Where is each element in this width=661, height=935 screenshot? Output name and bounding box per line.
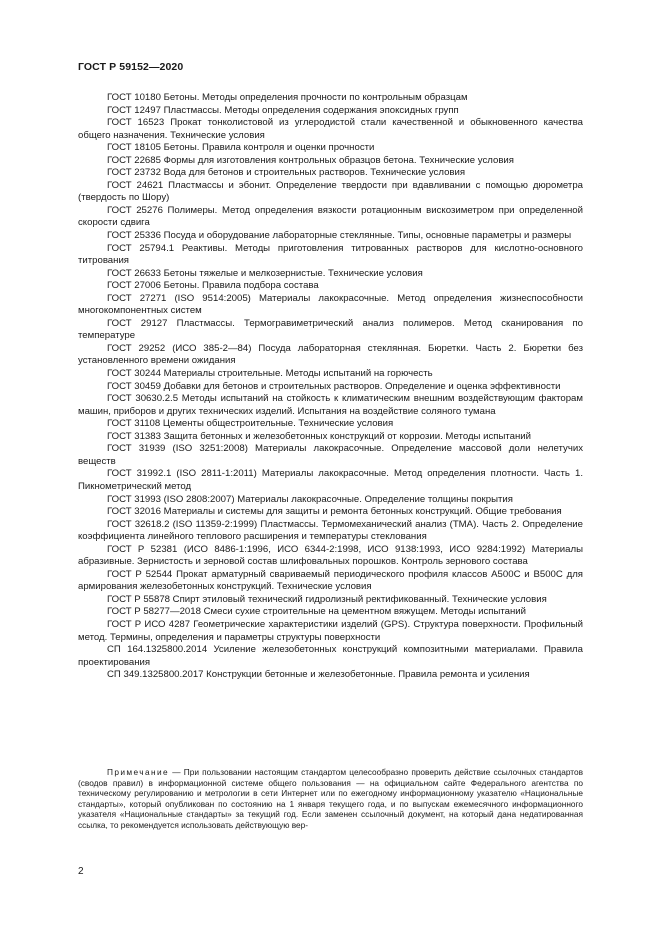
reference-item: ГОСТ 29127 Пластмассы. Термогравиметрический анализ полимеров. Метод сканирования по температуре: [78, 317, 583, 342]
note-paragraph: [78, 767, 583, 831]
note-label: Примечание: [107, 767, 170, 777]
reference-item: ГОСТ 10180 Бетоны. Методы определения прочности по контрольным образцам: [107, 92, 468, 103]
reference-item: ГОСТ 32618.2 (ISO 11359-2:1999) Пластмассы. Термомеханический анализ (ТМА). Часть 2. Определение коэффициента линейного теплового расширения и температуры стеклования: [78, 518, 583, 543]
note-text: — При пользовании настоящим стандартом целесообразно проверить действие ссылочных стандартов (сводов правил) в информационной системе общего пользования — на официальном сайте Федерального агентства по техническому регулированию и метрологии в сети Интернет или по ежегодному информационному указателю «Национальные стандарты», который опубликован по состоянию на 1 января текущего года, и по выпускам ежемесячного информационного указателя «Национальные стандарты» за текущий год. Если заменен ссылочный документ, на который дана недатированная ссылка, то рекомендуется использовать действующую вер-: [78, 767, 583, 830]
reference-item: ГОСТ 31992.1 (ISO 2811-1:2011) Материалы лакокрасочные. Метод определения плотности. Часть 1. Пикнометрический метод: [78, 468, 583, 492]
reference-item: СП 164.1325800.2014 Усиление железобетонных конструкций композитными материалами. Правила проектирования: [78, 644, 583, 668]
page-number: 2: [78, 866, 84, 877]
reference-item: ГОСТ 23732 Вода для бетонов и строительных растворов. Технические условия: [107, 167, 466, 179]
reference-item: ГОСТ 30459 Добавки для бетонов и строительных растворов. Определение и оценка эффективности: [107, 380, 561, 392]
reference-item: ГОСТ 22685 Формы для изготовления контрольных образцов бетона. Технические условия: [107, 154, 514, 166]
reference-item: ГОСТ 31939 (ISO 3251:2008) Материалы лакокрасочные. Определение массовой доли нелетучих веществ: [78, 443, 583, 467]
reference-item: ГОСТ 18105 Бетоны. Правила контроля и оценки прочности: [107, 142, 375, 154]
reference-item: ГОСТ 31993 (ISO 2808:2007) Материалы лакокрасочные. Определение толщины покрытия: [107, 493, 513, 505]
reference-item: ГОСТ Р 55878 Спирт этиловый технический гидролизный ректификованный. Технические условия: [107, 593, 547, 605]
reference-item: ГОСТ 25794.1 Реактивы. Методы приготовления титрованных растворов для кислотно-основного титрования: [78, 242, 583, 267]
reference-item: ГОСТ 27271 (ISO 9514:2005) Материалы лакокрасочные. Метод определения жизнеспособности многокомпонентных систем: [78, 292, 583, 317]
reference-item: ГОСТ 32016 Материалы и системы для защиты и ремонта бетонных конструкций. Общие требования: [107, 506, 562, 518]
document-header: [78, 61, 183, 73]
reference-item: ГОСТ Р 52381 (ИСО 8486-1:1996, ИСО 6344-2:1998, ИСО 9138:1993, ИСО 9284:1992) Материалы абразивные. Зернистость и зерновой состав шлифовальных порошков. Контроль зернового состава: [78, 543, 583, 568]
reference-item: ГОСТ 31108 Цементы общестроительные. Технические условия: [107, 418, 394, 430]
reference-item: ГОСТ 27006 Бетоны. Правила подбора состава: [107, 280, 319, 292]
reference-item: ГОСТ 25336 Посуда и оборудование лабораторные стеклянные. Типы, основные параметры и размеры: [107, 230, 572, 242]
reference-item: ГОСТ Р ИСО 4287 Геометрические характеристики изделий (GPS). Структура поверхности. Профильный метод. Термины, определения и параметры структуры поверхности: [78, 618, 583, 643]
standard-id: ГОСТ Р 59152—2020: [78, 61, 184, 73]
reference-item: ГОСТ 25276 Полимеры. Метод определения вязкости ротационным вискозиметром при определенной скорости сдвига: [78, 204, 583, 229]
reference-item: ГОСТ 29252 (ИСО 385-2—84) Посуда лабораторная стеклянная. Бюретки. Часть 2. Бюретки без установленного времени ожидания: [78, 342, 583, 367]
reference-item: ГОСТ 30244 Материалы строительные. Методы испытаний на горючесть: [107, 368, 433, 380]
reference-item: ГОСТ Р 58277—2018 Смеси сухие строительные на цементном вяжущем. Методы испытаний: [107, 606, 527, 618]
reference-item: ГОСТ Р 52544 Прокат арматурный свариваемый периодического профиля классов А500С и В500С для армирования железобетонных конструкций. Технические условия: [78, 568, 583, 593]
reference-item: ГОСТ 26633 Бетоны тяжелые и мелкозернистые. Технические условия: [107, 267, 423, 279]
reference-item: ГОСТ 16523 Прокат тонколистовой из углеродистой стали качественной и обыкновенного качества общего назначения. Технические условия: [78, 117, 583, 141]
reference-item: ГОСТ 30630.2.5 Методы испытаний на стойкость к климатическим внешним воздействующим факторам машин, приборов и других технических изделий. Испытания на воздействие соляного тумана: [78, 393, 583, 417]
reference-item: ГОСТ 24621 Пластмассы и эбонит. Определение твердости при вдавливании с помощью дюрометра (твердость по Шору): [78, 179, 583, 204]
reference-item: СП 349.1325800.2017 Конструкции бетонные и железобетонные. Правила ремонта и усиления: [107, 669, 530, 681]
reference-item: ГОСТ 31383 Защита бетонных и железобетонных конструкций от коррозии. Методы испытаний: [107, 430, 532, 442]
normative-references-list: [78, 92, 583, 682]
reference-item: ГОСТ 12497 Пластмассы. Методы определения содержания эпоксидных групп: [107, 104, 459, 116]
